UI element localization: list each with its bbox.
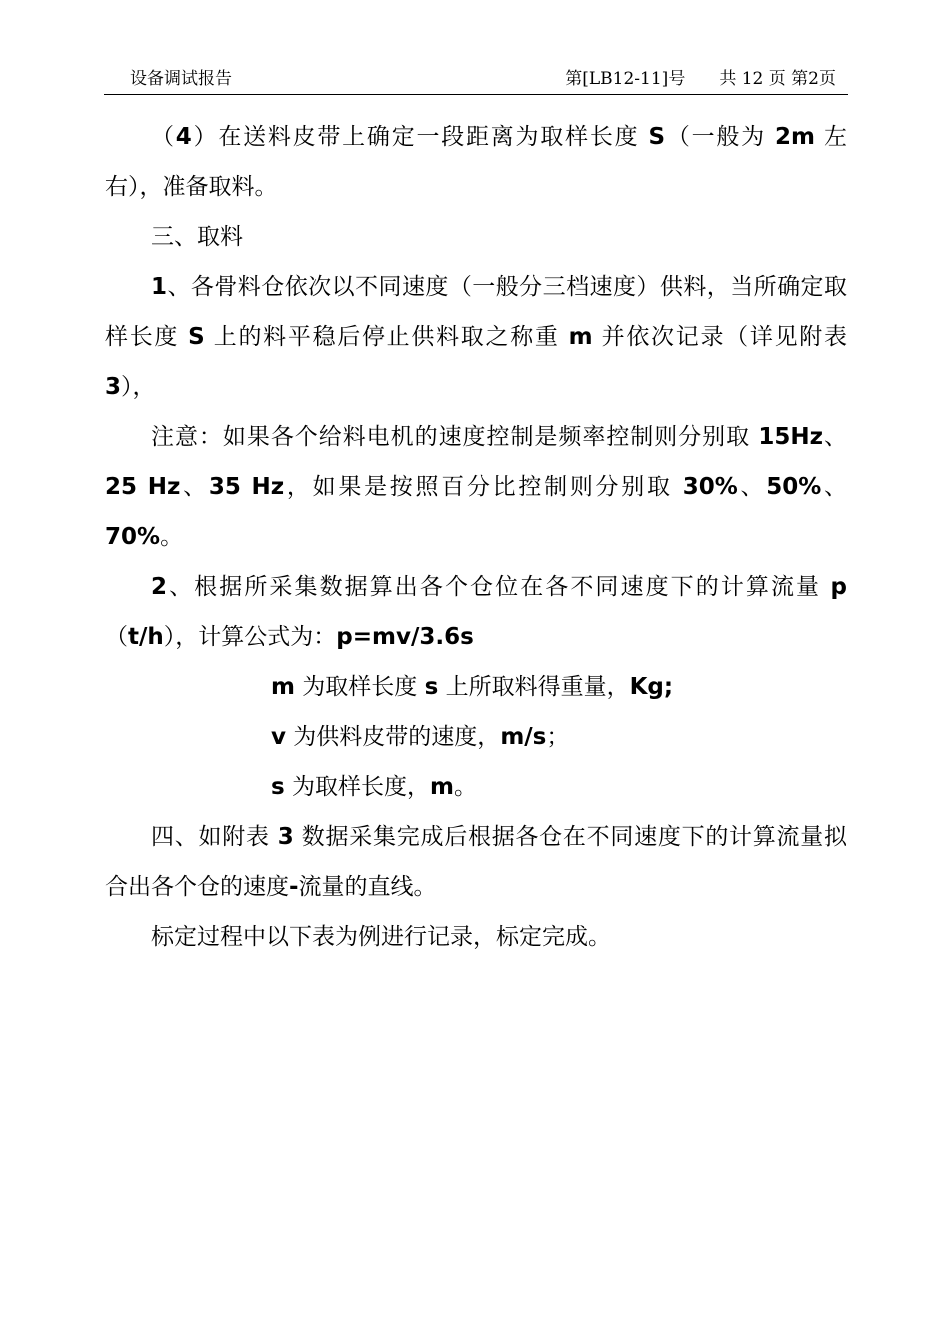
body-paragraph	[105, 112, 847, 212]
bold-run: v	[271, 724, 286, 750]
bold-run: m	[271, 674, 295, 700]
text-run: 上所取料得重量，	[438, 674, 630, 700]
bold-run: m	[568, 324, 593, 350]
text-run: 数据采集完成后根据各仓在不同速度下的计算流量拟合出各个仓的速度	[105, 824, 848, 900]
bold-run: -	[289, 874, 299, 900]
bold-run: 50%	[766, 474, 822, 500]
text-run: 上的料平稳后停止供料取之称重	[204, 324, 569, 350]
body-paragraph	[105, 562, 847, 662]
bold-run: m/s	[500, 724, 547, 750]
formula-line	[105, 712, 847, 762]
text-run: ），计算公式为：	[163, 624, 337, 650]
text-run: （	[151, 124, 176, 150]
text-run: 三、取料	[151, 224, 243, 250]
text-run: 、	[821, 474, 847, 500]
text-run: 四、如附表	[151, 824, 278, 850]
text-run: 流量的直线。	[298, 874, 437, 900]
text-run: 左右），准备取料。	[105, 124, 848, 200]
bold-run: 70%	[105, 524, 161, 550]
bold-run: 4	[175, 124, 192, 150]
bold-run: p=mv/3.6s	[336, 624, 474, 650]
page-header	[104, 64, 848, 94]
header-title: 设备调试报告	[130, 69, 232, 89]
header-page-info: 共 12 页 第2页	[719, 69, 836, 89]
bold-run: 25 Hz	[105, 474, 181, 500]
text-run: 、	[823, 424, 848, 450]
bold-run: 30%	[682, 474, 738, 500]
bold-run: 35 Hz	[208, 474, 285, 500]
text-run: 、各骨料仓依次以不同速度（一般分三档速度）供料，当所确定取样长度	[105, 274, 847, 350]
bold-run: Kg;	[629, 674, 674, 700]
bold-run: t/h	[128, 624, 164, 650]
text-run: 。	[453, 774, 477, 800]
bold-run: 3	[277, 824, 294, 850]
body-paragraph	[105, 812, 847, 912]
bold-run: 15Hz	[758, 424, 824, 450]
body-paragraph	[105, 212, 847, 262]
text-run: 为取样长度	[294, 674, 425, 700]
text-run: ）在送料皮带上确定一段距离为取样长度	[191, 124, 649, 150]
text-run: 为取样长度，	[284, 774, 431, 800]
bold-run: s	[424, 674, 439, 700]
bold-run: 2	[151, 574, 168, 600]
header-right	[565, 64, 836, 94]
text-run: 、	[180, 474, 209, 500]
header-divider	[104, 94, 848, 95]
bold-run: 3	[105, 374, 122, 400]
bold-run: S	[188, 324, 205, 350]
header-doc-number: 第[LB12-11]号	[565, 69, 686, 89]
text-run: 。	[160, 524, 184, 550]
formula-line	[105, 662, 847, 712]
text-run: （	[105, 624, 128, 650]
text-run: ），	[121, 374, 156, 400]
body-paragraph	[105, 262, 847, 412]
bold-run: S	[648, 124, 666, 150]
text-run: 、	[737, 474, 767, 500]
text-run: 并依次记录（详见附表	[592, 324, 848, 350]
text-run: ；	[546, 724, 570, 750]
formula-line	[105, 762, 847, 812]
bold-run: p	[830, 574, 847, 600]
document-body	[105, 112, 847, 962]
text-run: 为供料皮带的速度，	[286, 724, 501, 750]
body-paragraph	[105, 412, 847, 562]
text-run: 注意：如果各个给料电机的速度控制是频率控制则分别取	[151, 424, 759, 450]
bold-run: 1	[151, 274, 168, 300]
bold-run: m	[430, 774, 454, 800]
text-run: 标定过程中以下表为例进行记录，标定完成。	[151, 924, 611, 950]
bold-run: s	[271, 774, 285, 800]
text-run: （一般为	[665, 124, 775, 150]
body-paragraph	[105, 912, 847, 962]
text-run: 、根据所采集数据算出各个仓位在各不同速度下的计算流量	[167, 574, 831, 600]
text-run: ，如果是按照百分比控制则分别取	[284, 474, 683, 500]
bold-run: 2m	[774, 124, 815, 150]
